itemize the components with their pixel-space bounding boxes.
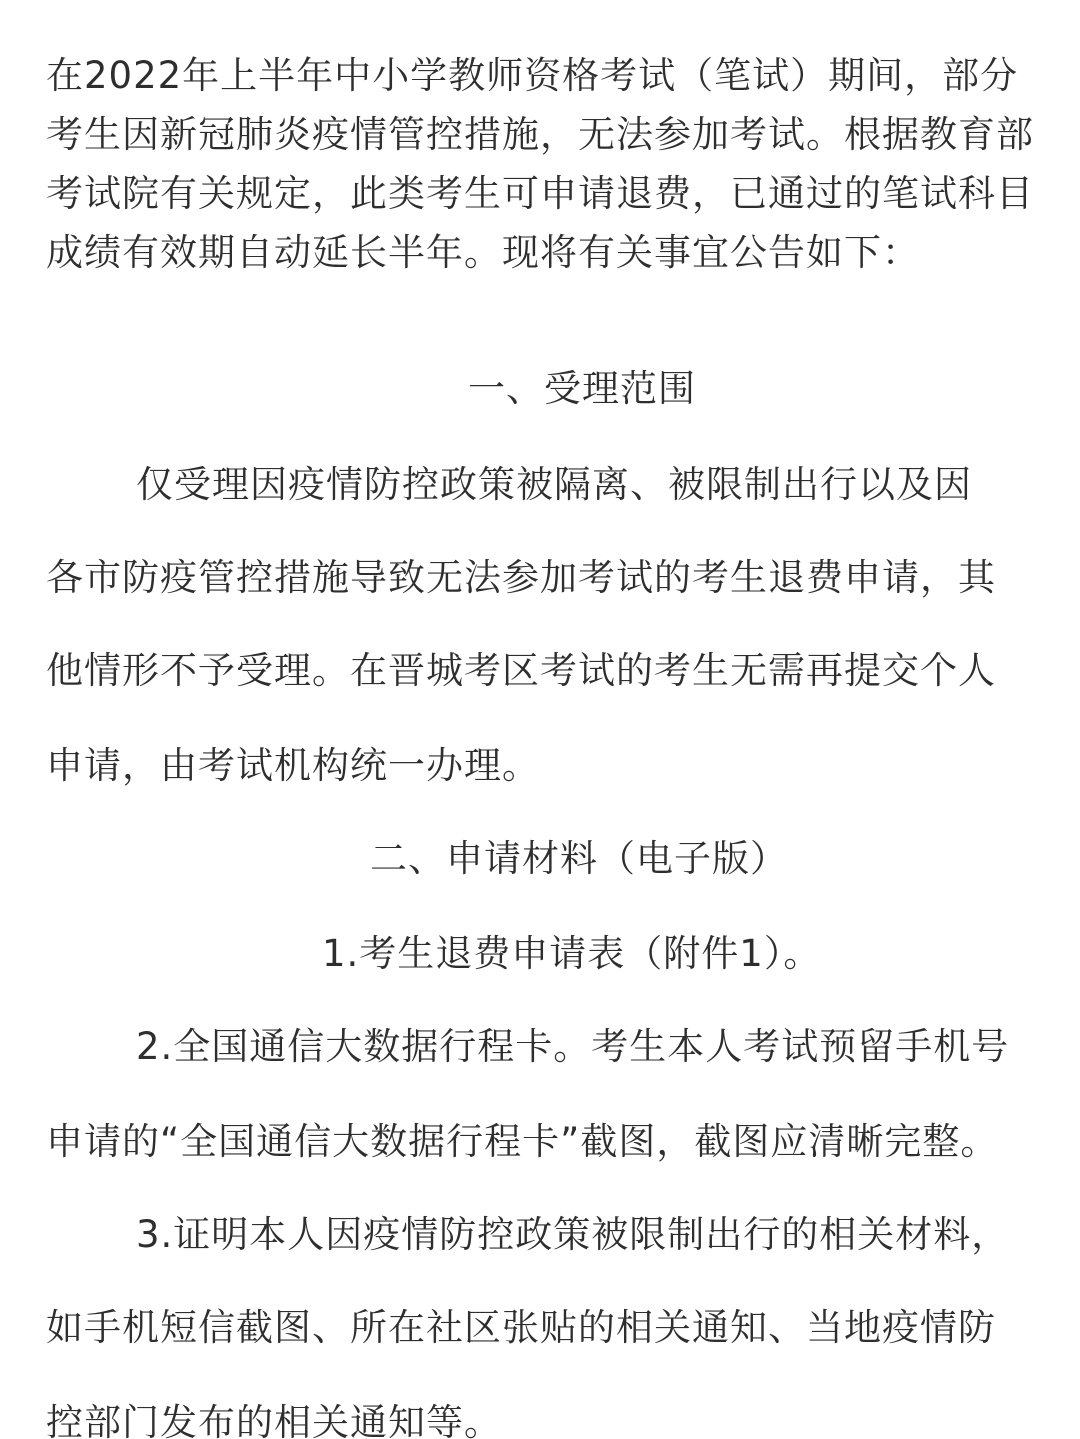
intro-paragraph: 在2022年上半年中小学教师资格考试（笔试）期间，部分考生因新冠肺炎疫情管控措施，无法参加考试。根据教育部考试院有关规定，此类考生可申请退费，已通过的笔试科目成绩有效期自动延长半年。现将有关事宜公告如下：: [46, 54, 1034, 274]
material-item-1: 1.考生退费申请表（附件1）。: [322, 932, 822, 975]
material-item-3-line-2: 如手机短信截图、所在社区张贴的相关通知、当地疫情防: [46, 1306, 996, 1349]
material-item-3-line-3: 控部门发布的相关通知等。: [46, 1401, 502, 1439]
scope-line-4: 申请，由考试机构统一办理。: [46, 744, 540, 787]
section-heading-scope: 一、受理范围: [468, 367, 696, 410]
scope-line-2: 各市防疫管控措施导致无法参加考试的考生退费申请，其: [46, 556, 996, 599]
material-item-2-line-1: 2.全国通信大数据行程卡。考生本人考试预留手机号: [136, 1025, 1010, 1068]
scope-line-3: 他情形不予受理。在晋城考区考试的考生无需再提交个人: [46, 649, 996, 692]
material-item-2-line-2: 申请的“全国通信大数据行程卡”截图，截图应清晰完整。: [46, 1120, 999, 1163]
scope-line-1: 仅受理因疫情防控政策被隔离、被限制出行以及因: [136, 463, 972, 506]
section-heading-materials: 二、申请材料（电子版）: [370, 837, 788, 880]
material-item-3-line-1: 3.证明本人因疫情防控政策被限制出行的相关材料，: [136, 1213, 1010, 1256]
